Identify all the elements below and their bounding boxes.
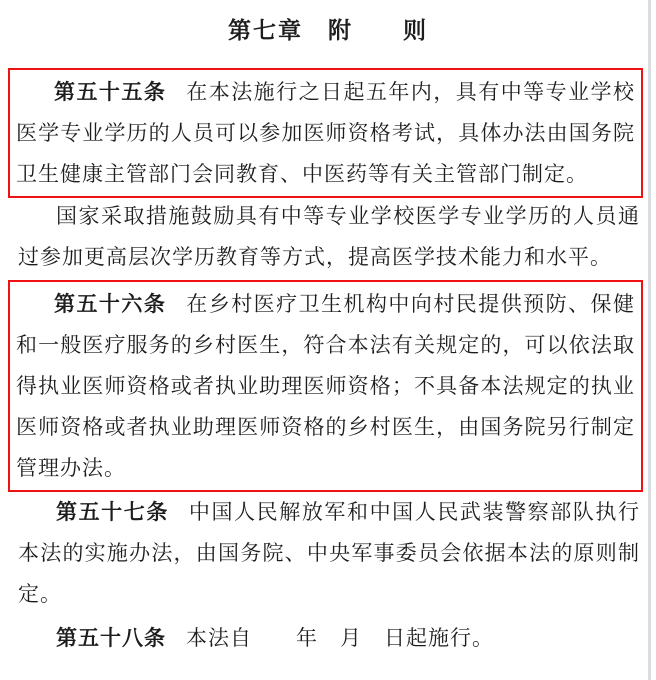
article-56-label: 第五十六条 — [54, 291, 167, 316]
article-55-paragraph — [10, 71, 641, 195]
article-58-text: 本法自 年 月 日起施行。 — [186, 626, 494, 650]
article-58-label: 第五十八条 — [56, 625, 166, 650]
article-58-paragraph — [18, 617, 640, 659]
article-55-text: 在本法施行之日起五年内，具有中等专业学校医学专业学历的人员可以参加医师资格考试，具体办法由国务院卫生健康主管部门会同教育、中医药等有关主管部门制定。 — [16, 80, 636, 186]
article-55-label: 第五十五条 — [54, 79, 167, 104]
highlight-box-article-56 — [8, 280, 643, 492]
paragraph-encourage: 国家采取措施鼓励具有中等专业学校医学专业学历的人员通过参加更高层次学历教育等方式，提高医学技术能力和水平。 — [18, 204, 640, 269]
article-57-label: 第五十七条 — [56, 499, 169, 524]
article-56-paragraph — [10, 283, 641, 489]
article-57-text: 中国人民解放军和中国人民武装警察部队执行本法的实施办法，由国务院、中央军事委员会依据本法的原则制定。 — [18, 500, 641, 606]
chapter-title: 第七章 附 则 — [228, 17, 428, 44]
article-57-paragraph — [18, 491, 640, 615]
highlight-box-article-55 — [8, 68, 643, 198]
page-edge-strip — [648, 0, 651, 680]
article-56-text: 在乡村医疗卫生机构中向村民提供预防、保健和一般医疗服务的乡村医生，符合本法有关规定的，可以依法取得执业医师资格或者执业助理医师资格；不具备本法规定的执业医师资格或者执业助理医师资格的乡村医生，由国务院另行制定管理办法。 — [16, 292, 636, 480]
